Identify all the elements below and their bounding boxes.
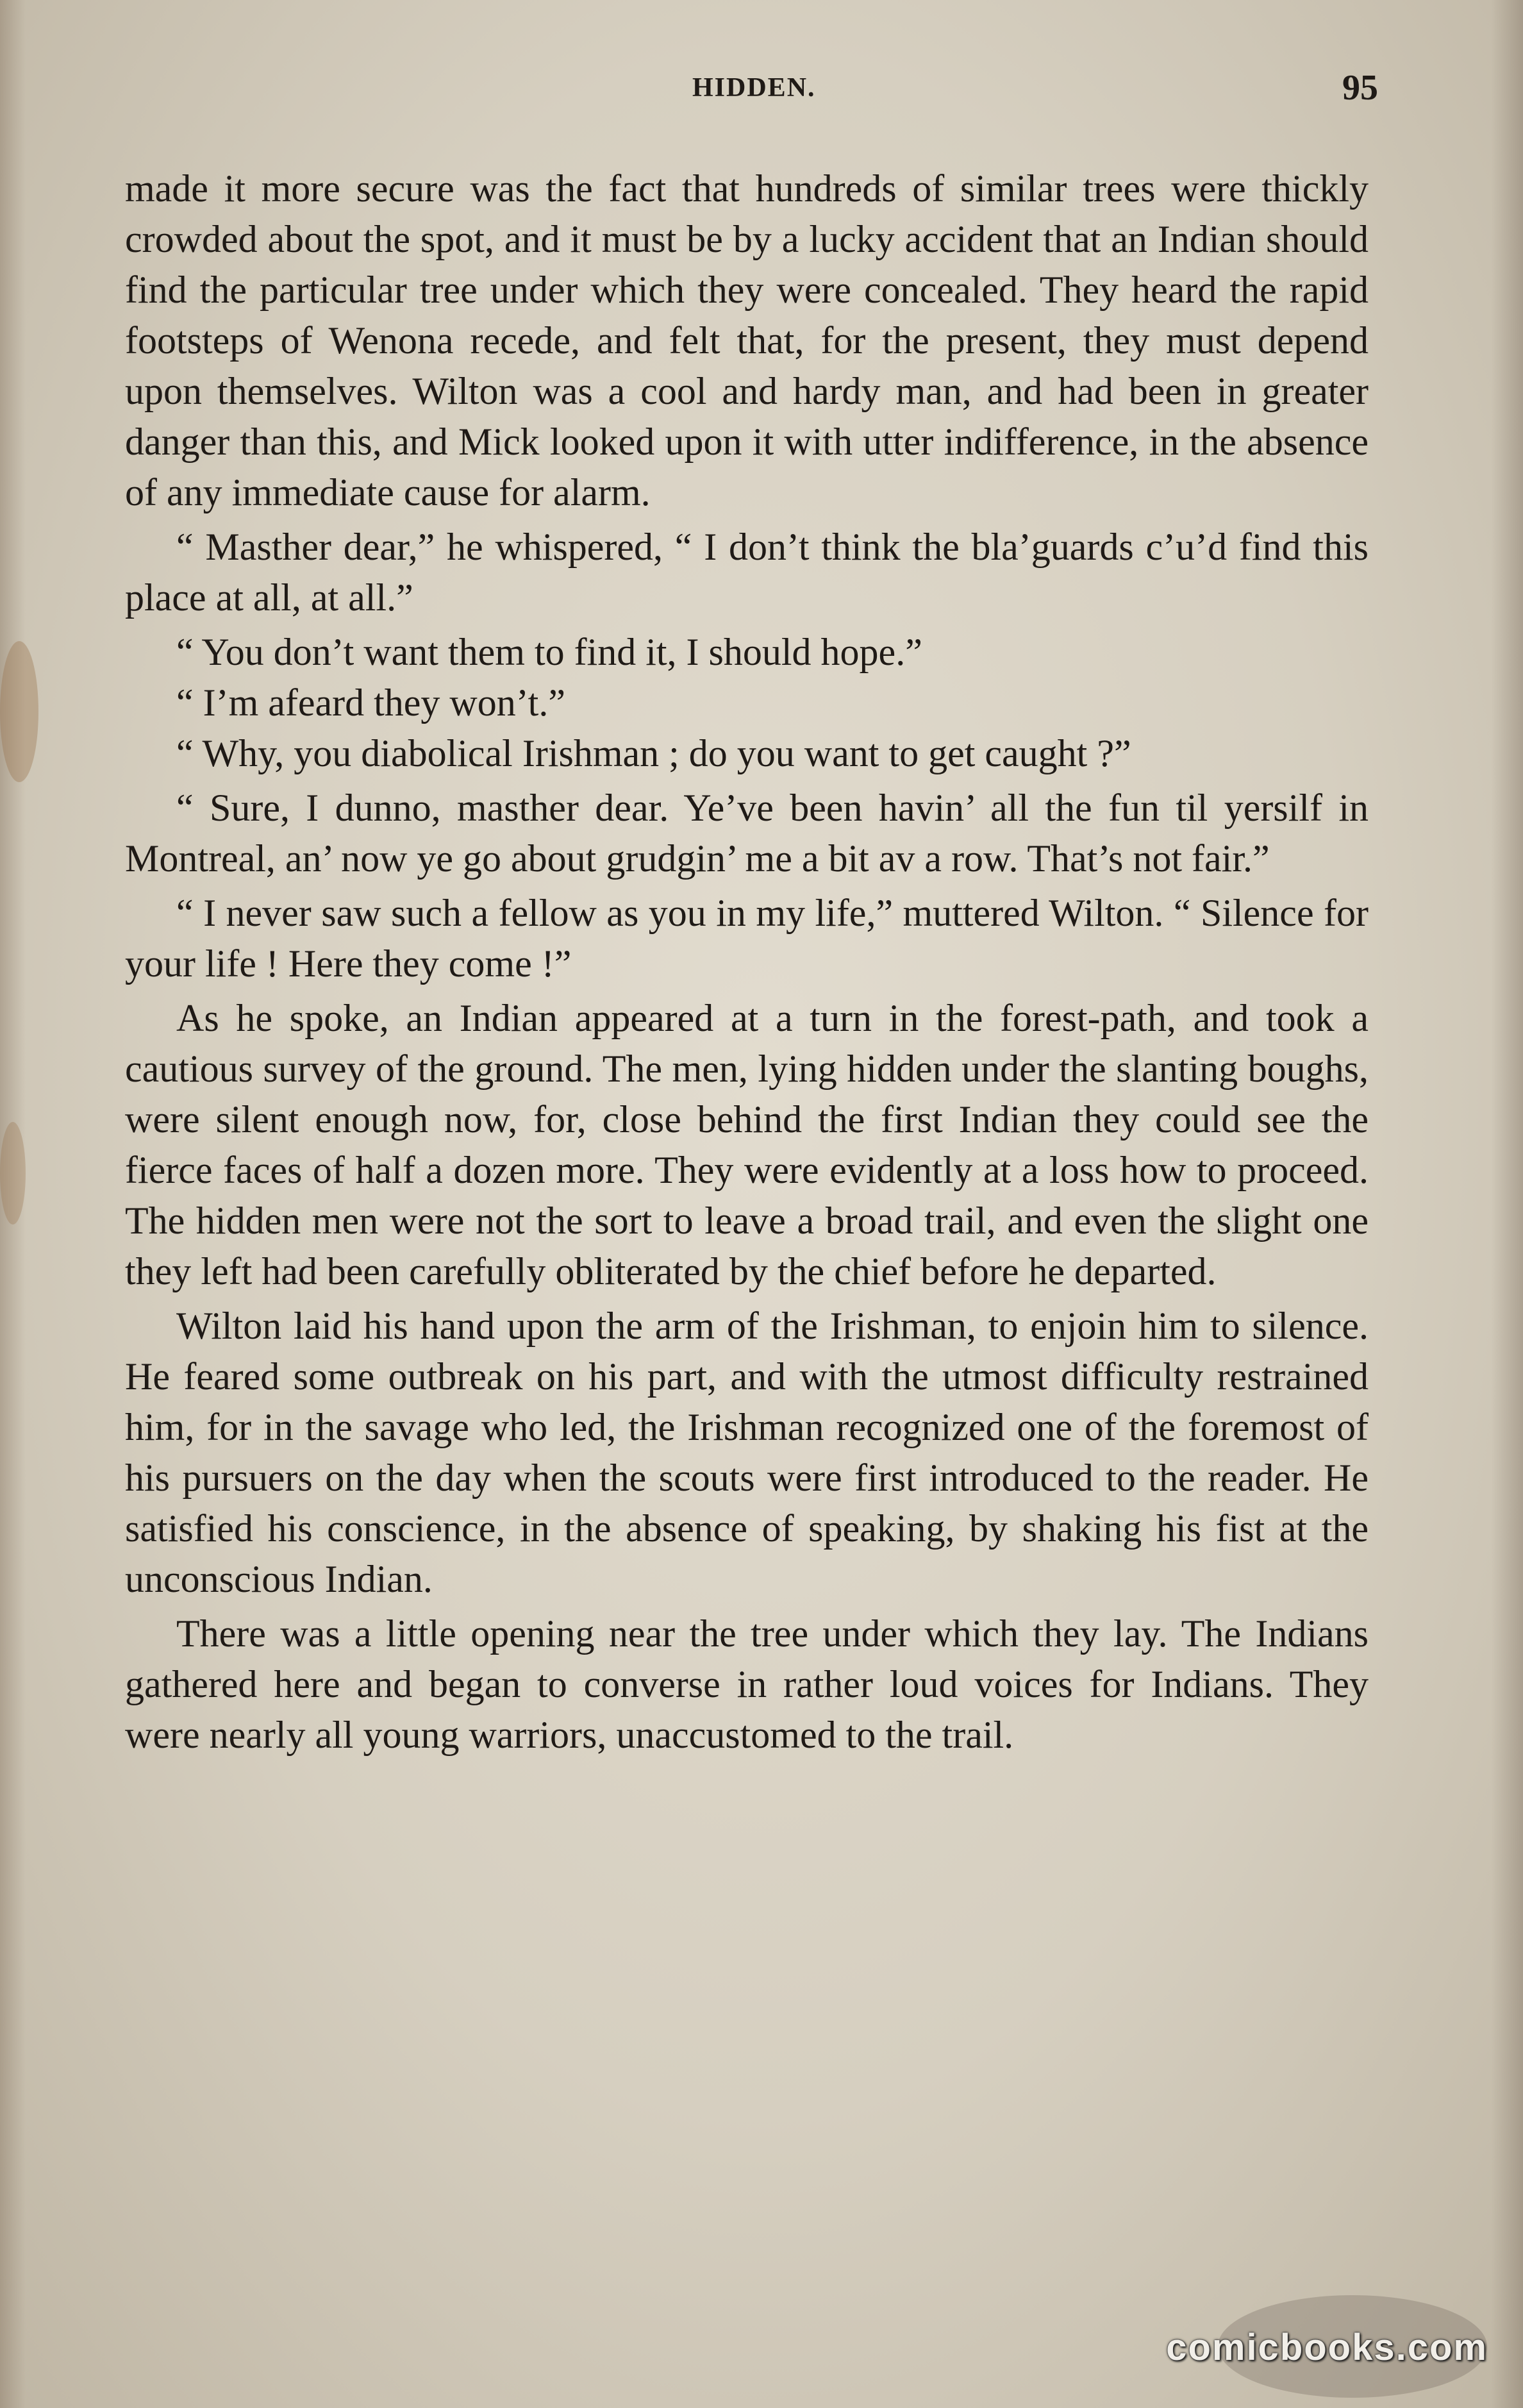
- page-edge-shadow-right: [1491, 0, 1523, 2408]
- page-number: 95: [1342, 68, 1378, 108]
- page-edge-shadow-left: [0, 0, 26, 2408]
- paragraph: “ Why, you diabolical Irishman ; do you want to get caught ?”: [176, 732, 1131, 774]
- paragraph: There was a little opening near the tree under which they lay. The Indians gathered here and began to converse in rather loud voices for Indians. They were nearly all young warriors, unaccustomed to the trail.: [125, 1612, 1369, 1756]
- body-text: [125, 163, 1369, 1760]
- paragraph: “ Masther dear,” he whispered, “ I don’t think the bla’guards c’u’d find this place at all, at all.”: [125, 526, 1369, 619]
- page-header: [128, 67, 1378, 112]
- running-head: HIDDEN.: [692, 73, 816, 103]
- paragraph: made it more secure was the fact that hundreds of similar trees were thickly crowded about the spot, and it must be by a lucky accident that an Indian should find the particular tree under which they were concealed. They heard the rapid footsteps of Wenona recede, and felt that, for the present, they must depend upon themselves. Wilton was a cool and hardy man, and had been in greater danger than this, and Mick looked upon it with utter indifference, in the absence of any immediate cause for alarm.: [125, 167, 1369, 514]
- paragraph: As he spoke, an Indian appeared at a turn in the forest-path, and took a cautious survey of the ground. The men, lying hidden under the slanting boughs, were silent enough now, for, close behind the first Indian they could see the fierce faces of half a dozen more. They were evidently at a loss how to proceed. The hidden men were not the sort to leave a broad trail, and even the slight one they left had been carefully obliterated by the chief before he departed.: [125, 997, 1369, 1292]
- paragraph: Wilton laid his hand upon the arm of the Irishman, to enjoin him to silence. He feared some outbreak on his part, and with the utmost difficulty restrained him, for in the savage who led, the Irishman recognized one of the foremost of his pursuers on the day when the scouts were first introduced to the reader. He satisfied his conscience, in the absence of speaking, by shaking his fist at the unconscious Indian.: [125, 1305, 1369, 1600]
- paragraph: “ Sure, I dunno, masther dear. Ye’ve been havin’ all the fun til yersilf in Montreal, an’ now ye go about grudgin’ me a bit av a row. That’s not fair.”: [125, 787, 1369, 880]
- paragraph: “ I’m afeard they won’t.”: [176, 681, 565, 724]
- paragraph: “ I never saw such a fellow as you in my life,” muttered Wilton. “ Silence for your life ! Here they come !”: [125, 892, 1369, 985]
- paragraph: “ You don’t want them to find it, I should hope.”: [176, 631, 922, 673]
- watermark: comicbooks.com: [1166, 2327, 1488, 2368]
